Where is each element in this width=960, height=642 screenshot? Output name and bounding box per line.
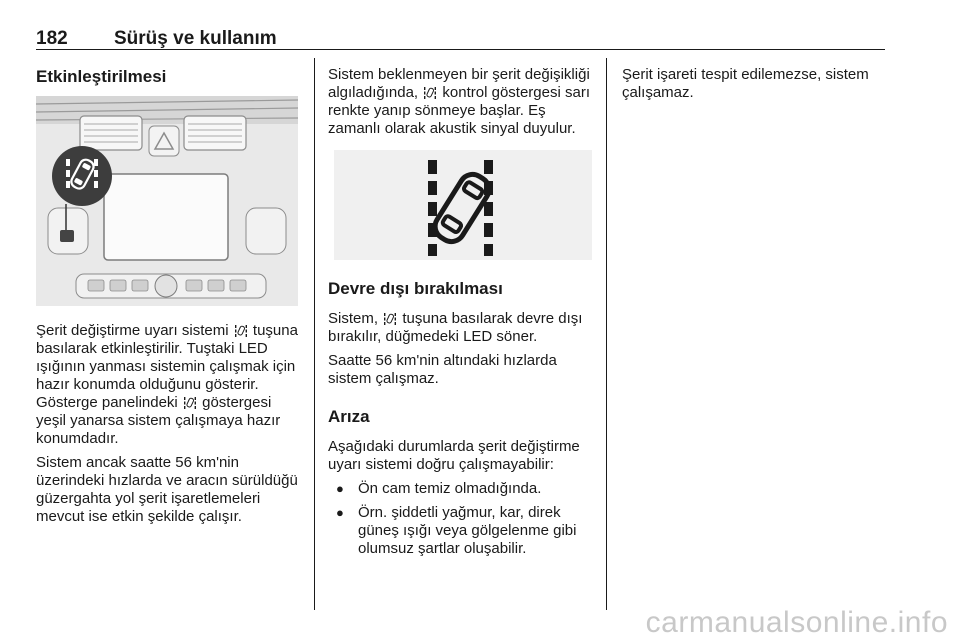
paragraph: Aşağıdaki durumlarda şerit değiştirme uyarı sistemi doğru çalışmayabilir: [328, 438, 580, 473]
column-2 [328, 66, 594, 564]
watermark: carmanualsonline.info [645, 606, 948, 639]
page-header [36, 26, 885, 50]
paragraph: Şerit işareti tespit edilemezse, sistem çalışamaz. [622, 66, 869, 101]
paragraph [328, 310, 594, 346]
dashboard-illustration [36, 96, 298, 306]
heading-activation: Etkinleştirilmesi [36, 67, 167, 86]
heading-disable: Devre dışı bırakılması [328, 279, 503, 298]
column-1-text [36, 322, 301, 532]
paragraph [36, 322, 301, 448]
text-run: kontrol göstergesi sarı renkte yanıp sönmeye başlar. Eş zamanlı olarak akustik sinyal duyulur. [328, 84, 590, 137]
paragraph: Sistem ancak saatte 56 km'nin üzerindeki hızlarda ve aracın sürüldüğü güzergahta yol şerit işaretlemeleri mevcut ise etkin şekilde çalışır. [36, 454, 298, 525]
bullet-list [328, 480, 594, 558]
lane-departure-icon [424, 86, 436, 99]
text-run: tuşuna basılarak devre dışı bırakılır, düğmedeki LED söner. [328, 310, 583, 345]
column-divider [606, 58, 607, 610]
list-item: ● Ön cam temiz olmadığında. [328, 480, 594, 498]
section-title: Sürüş ve kullanım [114, 28, 277, 49]
column-3 [622, 66, 890, 108]
list-item: ● Örn. şiddetli yağmur, kar, direk güneş ışığı veya gölgelenme gibi olumsuz şartlar oluşabilir. [328, 504, 594, 558]
text-run: Sistem, [328, 310, 379, 327]
text-run: Şerit değiştirme uyarı sistemi [36, 322, 229, 339]
text-run: tuşuna basılarak etkinleştirilir. Tuştaki LED ışığının yanması sistemin çalışmak için hazır konumda olduğunu gösterir. Gösterge panelindeki [36, 322, 298, 411]
heading-fault: Arıza [328, 407, 370, 426]
lane-departure-icon [235, 324, 247, 337]
text-run: Sistem beklenmeyen bir şerit değişikliği algıladığında, [328, 66, 590, 101]
text-run: göstergesi yeşil yanarsa sistem çalışmaya hazır konumdadır. [36, 394, 281, 447]
lane-departure-icon [384, 312, 396, 325]
lane-departure-icon-large [334, 150, 592, 260]
paragraph: Saatte 56 km'nin altındaki hızlarda sistem çalışmaz. [328, 352, 557, 387]
lane-departure-icon [184, 396, 196, 409]
column-divider [314, 58, 315, 610]
page-number: 182 [36, 28, 68, 49]
paragraph [328, 66, 594, 138]
column-1 [36, 66, 301, 88]
